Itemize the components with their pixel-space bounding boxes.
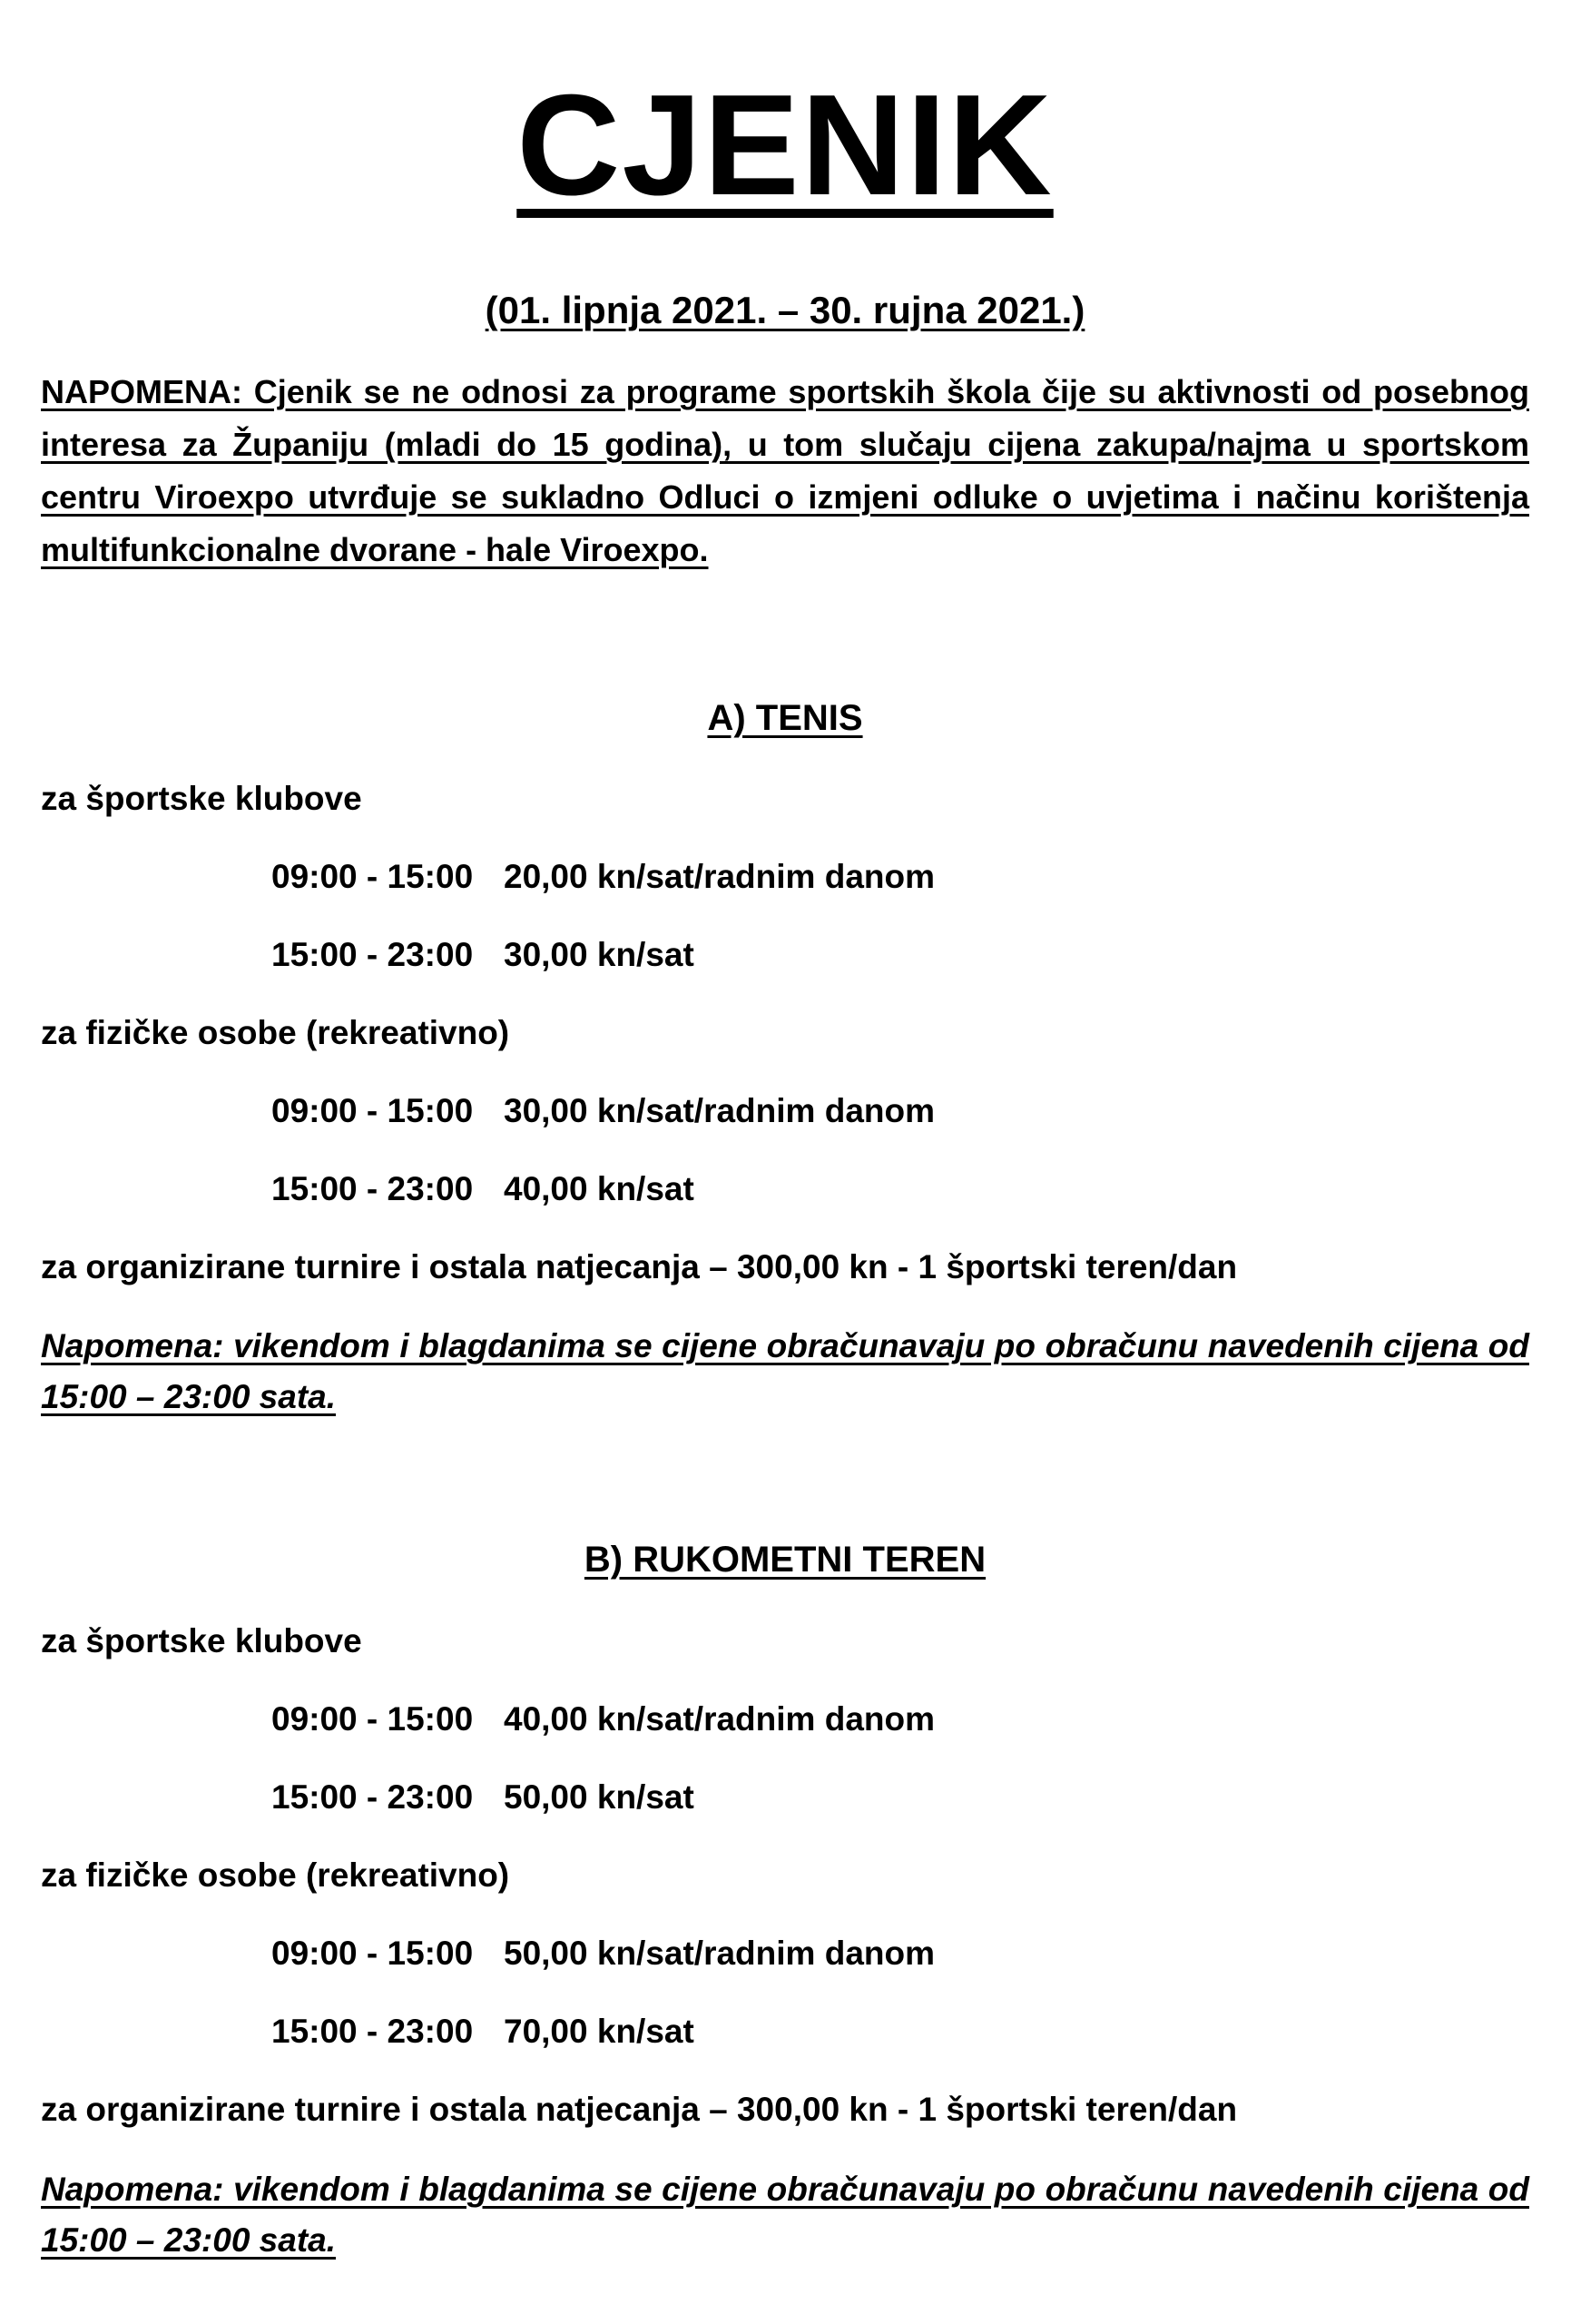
persons-label-tenis: za fizičke osobe (rekreativno) <box>41 1014 510 1051</box>
price: 40,00 kn/sat <box>504 1170 694 1207</box>
clubs-label-rukomet: za športske klubove <box>41 1622 362 1659</box>
tournament-price-tenis: za organizirane turnire i ostala natjecanja – 300,00 kn - 1 športski teren/dan <box>41 1248 1238 1285</box>
price-row <box>271 1930 935 1977</box>
time-range: 09:00 - 15:00 <box>271 1700 474 1738</box>
page-title: CJENIK <box>516 65 1054 225</box>
section-heading-tenis: A) TENIS <box>707 698 863 738</box>
price: 40,00 kn/sat/radnim danom <box>504 1700 936 1738</box>
time-range: 09:00 - 15:00 <box>271 858 474 895</box>
time-range: 15:00 - 23:00 <box>271 1170 474 1207</box>
price-row <box>271 931 694 979</box>
time-range: 09:00 - 15:00 <box>271 1092 474 1129</box>
price-row <box>271 1774 694 1821</box>
price-row <box>271 853 935 901</box>
price-row <box>271 1088 935 1135</box>
clubs-label-tenis: za športske klubove <box>41 780 362 817</box>
weekend-note-tenis: Napomena: vikendom i blagdanima se cijene obračunavaju po obračunu navedenih cijena od 15:00 – 23:00 sata. <box>41 1327 1529 1415</box>
price: 20,00 kn/sat/radnim danom <box>504 858 936 895</box>
price: 50,00 kn/sat <box>504 1778 694 1816</box>
price: 30,00 kn/sat/radnim danom <box>504 1092 936 1129</box>
time-range: 09:00 - 15:00 <box>271 1935 474 1972</box>
section-heading-rukometni-teren: B) RUKOMETNI TEREN <box>584 1540 987 1580</box>
price: 70,00 kn/sat <box>504 2013 694 2050</box>
price-row <box>271 1696 935 1743</box>
validity-period: (01. lipnja 2021. – 30. rujna 2021.) <box>485 289 1085 331</box>
weekend-note-rukomet: Napomena: vikendom i blagdanima se cijene obračunavaju po obračunu navedenih cijena od 15:00 – 23:00 sata. <box>41 2171 1529 2259</box>
price: 50,00 kn/sat/radnim danom <box>504 1935 936 1972</box>
price-row <box>271 2008 694 2055</box>
persons-label-rukomet: za fizičke osobe (rekreativno) <box>41 1856 510 1894</box>
general-note: NAPOMENA: Cjenik se ne odnosi za programe sportskih škola čije su aktivnosti od posebnog interesa za Županiju (mladi do 15 godina), u tom slučaju cijena zakupa/najma u sportskom centru Viroexpo utvrđuje se sukladno Odluci o izmjeni odluke o uvjetima i načinu korištenja multifunkcionalne dvorane - hale Viroexpo. <box>41 373 1529 568</box>
time-range: 15:00 - 23:00 <box>271 936 474 973</box>
time-range: 15:00 - 23:00 <box>271 1778 474 1816</box>
price: 30,00 kn/sat <box>504 936 694 973</box>
tournament-price-rukomet: za organizirane turnire i ostala natjecanja – 300,00 kn - 1 športski teren/dan <box>41 2091 1238 2128</box>
time-range: 15:00 - 23:00 <box>271 2013 474 2050</box>
price-row <box>271 1166 694 1213</box>
